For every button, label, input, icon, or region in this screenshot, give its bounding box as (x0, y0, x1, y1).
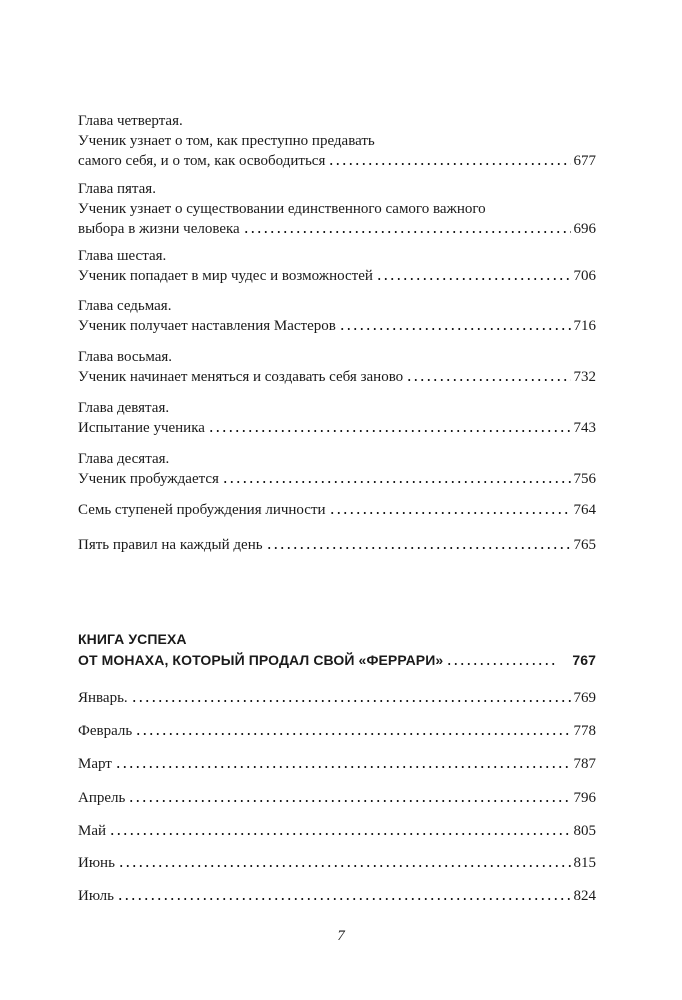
toc-entry-chapter-9 (78, 398, 596, 438)
toc-entry-five-rules (78, 535, 596, 555)
month-line (78, 688, 596, 708)
dot-leader (128, 799, 570, 803)
month-line (78, 853, 596, 873)
dot-leader (117, 897, 571, 901)
entry-title-text: Пять правил на каждый день (78, 537, 263, 553)
dot-leader (118, 864, 571, 868)
month-name: Июль (78, 888, 114, 904)
page-number-folio: 7 (337, 928, 345, 944)
toc-entry-chapter-5 (78, 179, 596, 239)
month-line (78, 886, 596, 906)
dot-leader (115, 765, 571, 769)
chapter-title-line (78, 469, 596, 489)
chapter-heading (78, 179, 596, 199)
page-number: 805 (573, 823, 596, 839)
book-title-line (78, 629, 596, 650)
toc-entry-book-of-success (78, 629, 596, 671)
chapter-title-text: Ученик узнает о существовании единственного самого важного (78, 201, 486, 217)
chapter-heading-text: Глава пятая. (78, 181, 156, 197)
chapter-title-line (78, 151, 596, 171)
toc-entry-month (78, 821, 596, 841)
page-number: 765 (573, 537, 596, 553)
dot-leader (222, 480, 571, 484)
chapter-title-line (78, 367, 596, 387)
chapter-heading-text: Глава десятая. (78, 451, 170, 467)
month-name: Январь. (78, 690, 128, 706)
page-number: 732 (573, 369, 596, 385)
toc-entry-month (78, 754, 596, 774)
toc-entry-month (78, 886, 596, 906)
dot-leader (406, 378, 570, 382)
chapter-heading (78, 398, 596, 418)
page-number: 756 (573, 471, 596, 487)
chapter-heading-text: Глава восьмая. (78, 349, 173, 365)
chapter-title-text: Ученик начинает меняться и создавать себя заново (78, 369, 404, 385)
chapter-title-text: выбора в жизни человека (78, 221, 240, 237)
dot-leader (208, 429, 571, 433)
toc-entry-chapter-4 (78, 111, 596, 171)
entry-title-line (78, 535, 596, 555)
chapter-title-text: Ученик получает наставления Мастеров (78, 318, 336, 334)
toc-entry-chapter-7 (78, 296, 596, 336)
toc-entry-chapter-8 (78, 347, 596, 387)
toc-entry-month (78, 788, 596, 808)
chapter-title-line (78, 316, 596, 336)
chapter-heading (78, 347, 596, 367)
toc-entry-month (78, 688, 596, 708)
month-line (78, 721, 596, 741)
dot-leader (266, 546, 571, 550)
chapter-title-text: Испытание ученика (78, 420, 205, 436)
chapter-title-line (78, 219, 596, 239)
entry-title-line (78, 500, 596, 520)
chapter-title-line (78, 131, 596, 151)
toc-entry-month (78, 853, 596, 873)
chapter-heading (78, 111, 596, 131)
page-number: 706 (573, 268, 596, 284)
chapter-title-text: Ученик узнает о том, как преступно предавать (78, 133, 375, 149)
book-title-text: КНИГА УСПЕХА (78, 631, 187, 647)
page-number: 764 (573, 502, 596, 518)
toc-entry-seven-steps (78, 500, 596, 520)
chapter-heading (78, 449, 596, 469)
toc-entry-month (78, 721, 596, 741)
month-line (78, 754, 596, 774)
chapter-heading-text: Глава седьмая. (78, 298, 172, 314)
month-line (78, 788, 596, 808)
chapter-heading-text: Глава шестая. (78, 248, 167, 264)
entry-title-text: Семь ступеней пробуждения личности (78, 502, 326, 518)
dot-leader (329, 511, 571, 515)
page-number: 815 (573, 855, 596, 871)
chapter-title-text: Ученик попадает в мир чудес и возможностей (78, 268, 373, 284)
dot-leader (376, 277, 571, 281)
dot-leader (131, 699, 571, 703)
page-number: 824 (573, 888, 596, 904)
dot-leader (328, 162, 570, 166)
month-line (78, 821, 596, 841)
chapter-title-text: самого себя, и о том, как освободиться (78, 153, 326, 169)
month-name: Май (78, 823, 107, 839)
page-number: 677 (573, 153, 596, 169)
dot-leader (446, 662, 558, 666)
chapter-title-line (78, 418, 596, 438)
month-name: Апрель (78, 790, 126, 806)
chapter-heading-text: Глава четвертая. (78, 113, 183, 129)
chapter-heading (78, 246, 596, 266)
page-number: 778 (573, 723, 596, 739)
toc-entry-chapter-6 (78, 246, 596, 286)
toc-entry-chapter-10 (78, 449, 596, 489)
page-number: 716 (573, 318, 596, 334)
page-number: 743 (573, 420, 596, 436)
page-number: 696 (573, 221, 596, 237)
page-number: 787 (573, 756, 596, 772)
book-title-line (78, 650, 596, 671)
page-number: 796 (573, 790, 596, 806)
dot-leader (339, 327, 571, 331)
chapter-title-line (78, 199, 596, 219)
book-title-text: ОТ МОНАХА, КОТОРЫЙ ПРОДАЛ СВОЙ «ФЕРРАРИ» (78, 652, 444, 668)
chapter-title-text: Ученик пробуждается (78, 471, 219, 487)
page-number: 767 (572, 652, 596, 668)
chapter-heading (78, 296, 596, 316)
month-name: Февраль (78, 723, 133, 739)
month-name: Март (78, 756, 112, 772)
chapter-title-line (78, 266, 596, 286)
dot-leader (135, 732, 570, 736)
dot-leader (109, 832, 570, 836)
month-name: Июнь (78, 855, 115, 871)
chapter-heading-text: Глава девятая. (78, 400, 170, 416)
dot-leader (243, 230, 571, 234)
page-number: 769 (573, 690, 596, 706)
